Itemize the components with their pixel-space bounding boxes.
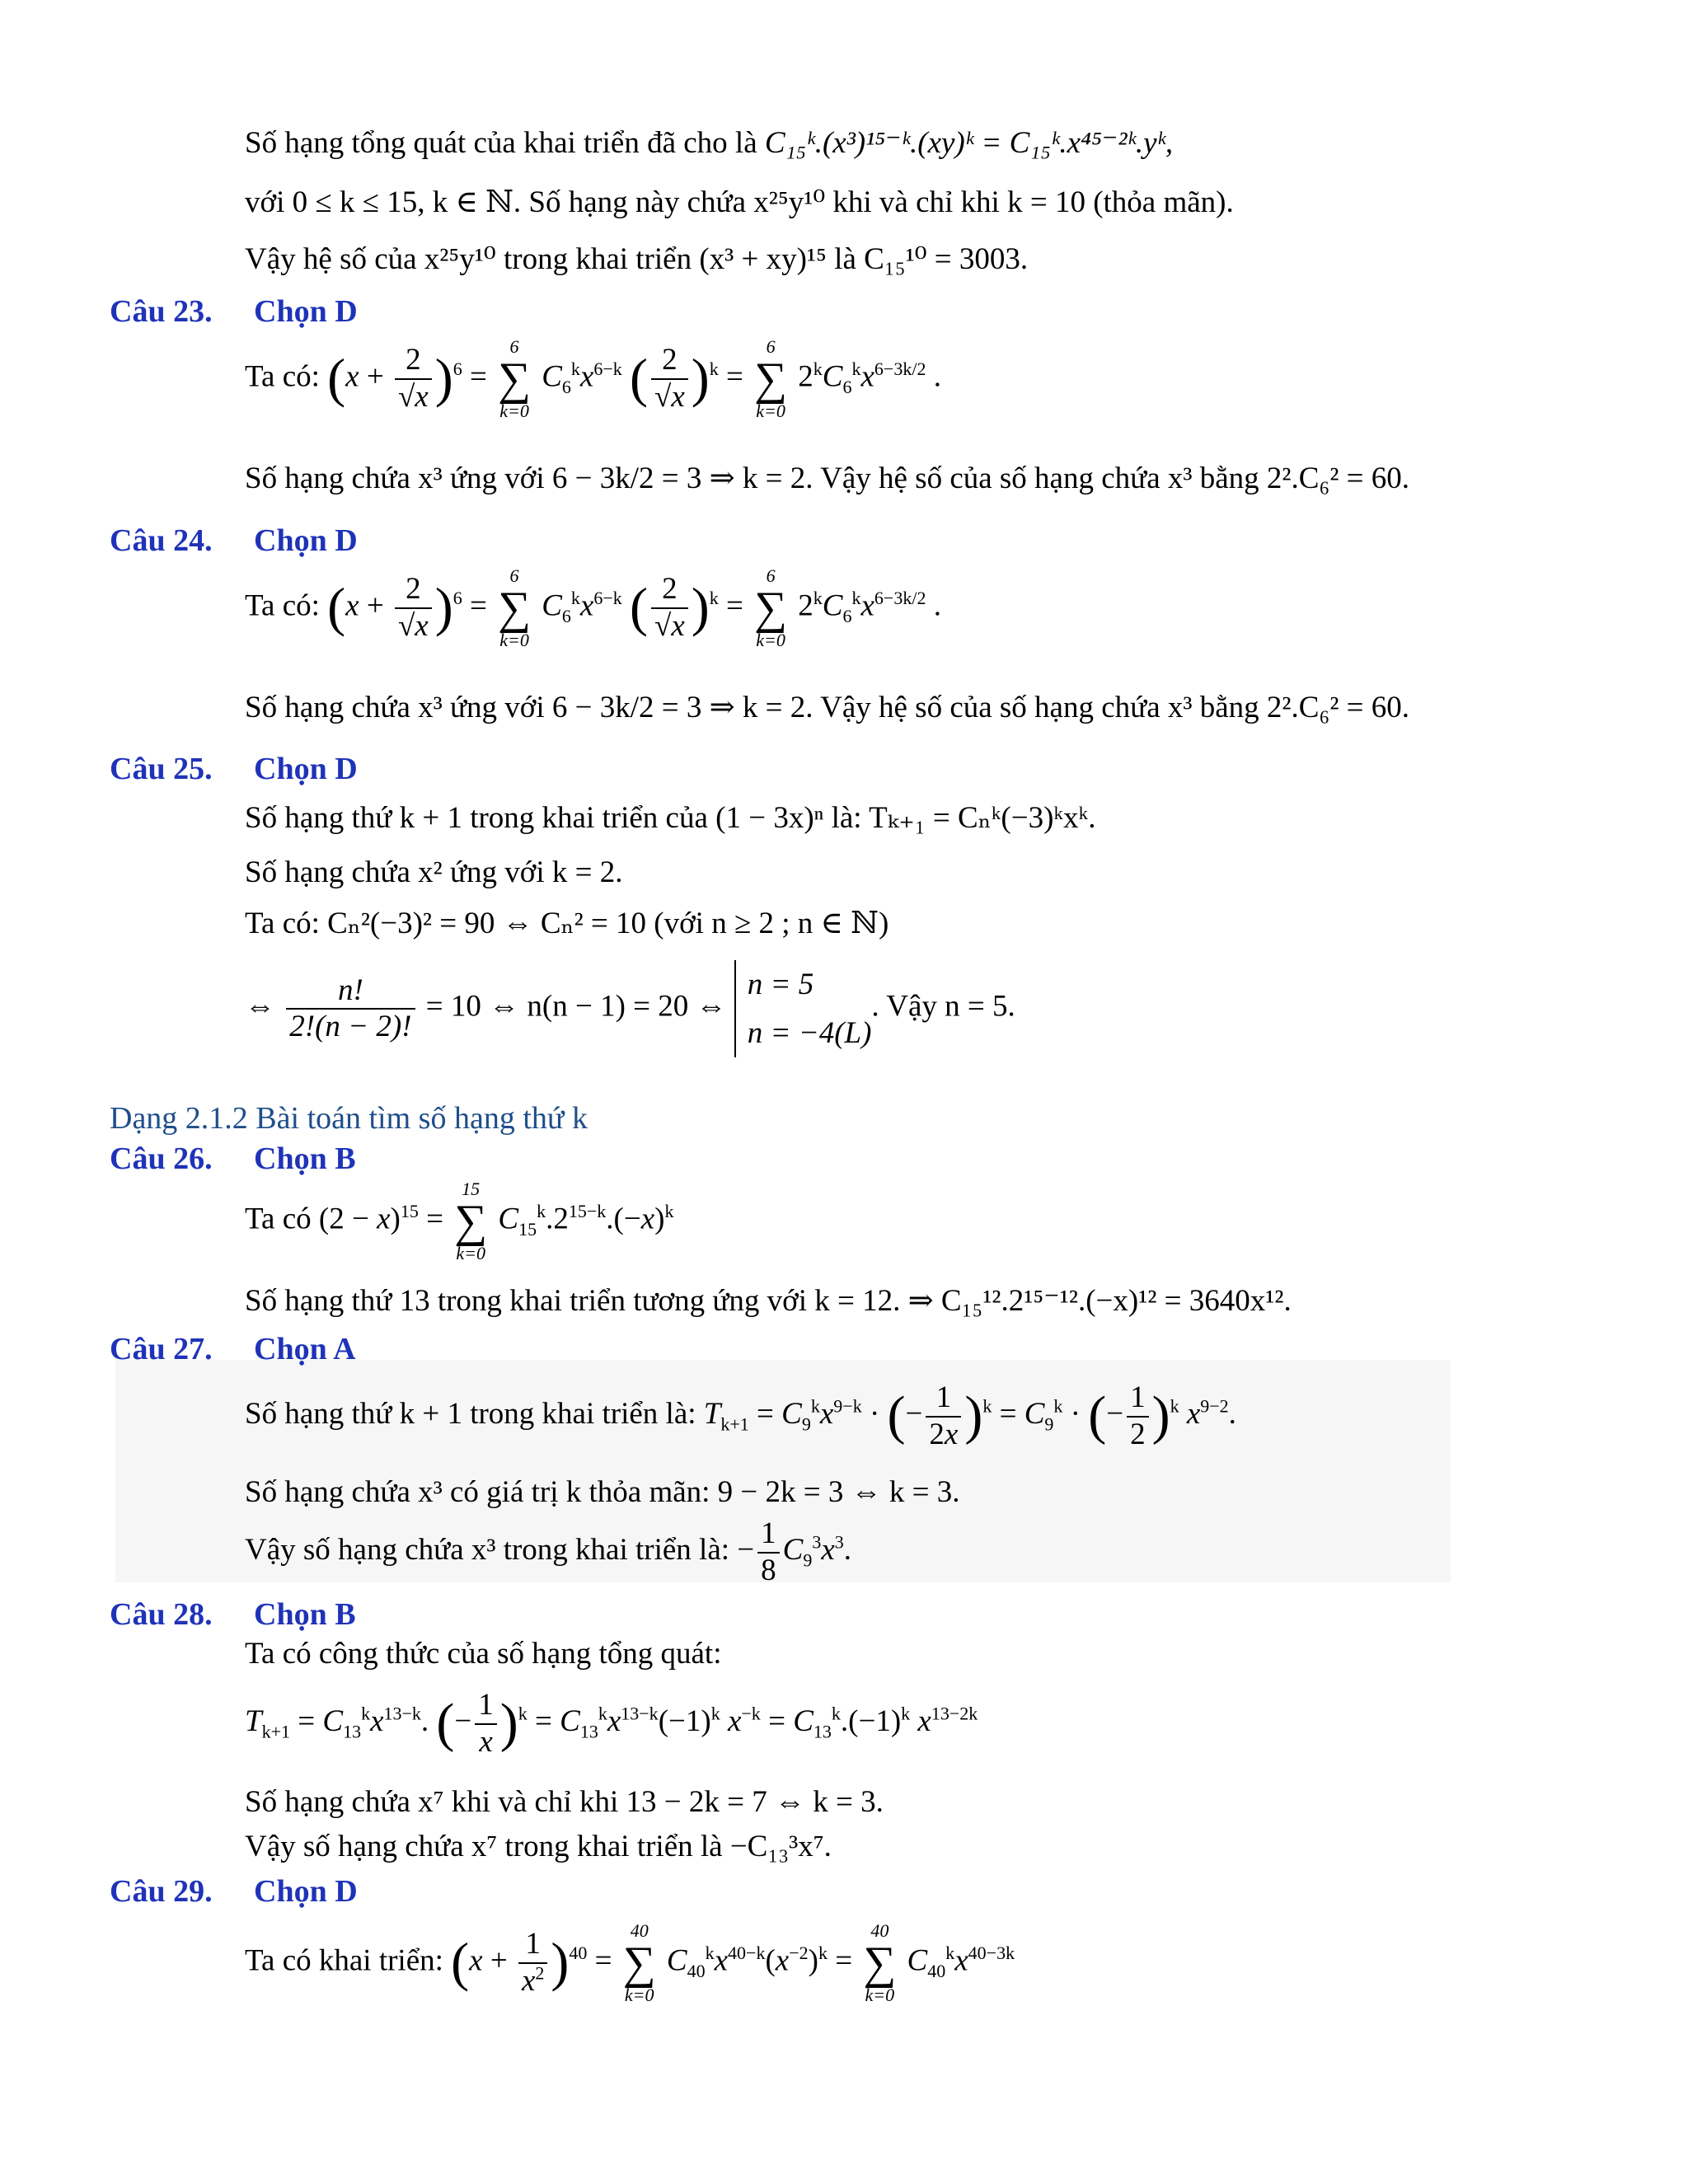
q29-heading [110,1874,358,1909]
q25-line-4: ⇔ $\frac{n!}{2!(n - 2)!}$ = 10 ⇔ n(n − 1) = 20 ⇔ n = 5 n = −4(L). Vậy n = 5. [245,960,1015,1057]
q26-label: Câu 26. [110,1141,213,1176]
q24-label: Câu 24. [110,523,213,558]
intro-line-2: với 0 ≤ k ≤ 15, k ∈ ℕ. Số hạng này chứa x²⁵y¹⁰ khi và chỉ khi k = 10 (thỏa mãn). [245,185,1234,219]
q24-line-2: Số hạng chứa x³ ứng với 6 − 3k/2 = 3 ⇒ k = 2. Vậy hệ số của số hạng chứa x³ bằng 2².C₆² = 60. [245,691,1410,724]
q28-formula: $T_{k+1} = C_{13}^kx^{13-k}$. (− $\frac{1}{x}$ )$^k = C_{13}^kx^{13-k}(-1)^k$ $x^{-k} = C_{13}^k.(-1)^k$ $x^{13-2k}$ [245,1688,978,1759]
q25-line-2: Số hạng chứa x² ứng với k = 2. [245,855,623,889]
q23-line-2: Số hạng chứa x³ ứng với 6 − 3k/2 = 3 ⇒ k = 2. Vậy hệ số của số hạng chứa x³ bằng 2².C₆² = 60. [245,462,1410,495]
q23-heading [110,294,358,329]
intro-line-1: Số hạng tổng quát của khai triển đã cho là C₁₅ᵏ.(x³)¹⁵⁻ᵏ.(xy)ᵏ = C₁₅ᵏ.x⁴⁵⁻²ᵏ.yᵏ, [245,126,1174,160]
q24-heading [110,523,358,558]
q29-label: Câu 29. [110,1874,213,1909]
q28-line-3: Số hạng chứa x⁷ khi và chỉ khi 13 − 2k = 7 ⇔ k = 3. [245,1785,884,1819]
q25-choice: Chọn D [254,752,358,786]
q28-line-4: Vậy số hạng chứa x⁷ trong khai triển là −C₁₃³x⁷. [245,1830,832,1863]
q26-heading [110,1141,356,1176]
q29-choice: Chọn D [254,1874,358,1909]
q24-choice: Chọn D [254,523,358,558]
q26-formula: Ta có $(2 - x)^{15}$ = 15 ∑ k=0 $C_{15}^k.2^{15-k}.(-x)^k$ [245,1179,674,1263]
q28-label: Câu 28. [110,1597,213,1632]
q25-heading [110,752,358,786]
section-heading: Dạng 2.1.2 Bài toán tìm số hạng thứ k [110,1101,588,1136]
q25-line-1: Số hạng thứ k + 1 trong khai triển của (1 − 3x)ⁿ là: Tₖ₊₁ = Cₙᵏ(−3)ᵏxᵏ. [245,801,1096,835]
q27-heading [110,1332,356,1366]
q24-formula: Ta có: (x + $\frac{2}{√x}$ )$^6$ = 6 ∑ k=0 $C_6^kx^{6-k}$ ( $\frac{2}{√x}$ )$^k$ = 6 ∑ k=0 $2^kC_6^kx^{6-3k/2}$ . [245,565,941,650]
q26-choice: Chọn B [254,1141,356,1176]
q25-label: Câu 25. [110,752,213,786]
q27-label: Câu 27. [110,1332,213,1366]
q27-choice: Chọn A [254,1332,356,1366]
q26-line-2: Số hạng thứ 13 trong khai triển tương ứng với k = 12. ⇒ C₁₅¹².2¹⁵⁻¹².(−x)¹² = 3640x¹². [245,1284,1292,1318]
q28-heading [110,1597,356,1632]
q23-label: Câu 23. [110,294,213,329]
intro-line-3: Vậy hệ số của x²⁵y¹⁰ trong khai triển (x³ + xy)¹⁵ là C₁₅¹⁰ = 3003. [245,242,1029,276]
q23-choice: Chọn D [254,294,358,329]
q27-line-3: Vậy số hạng chứa x³ trong khai triển là: − $\frac{1}{8}$ $C_9^3x^3$. [245,1516,852,1587]
q23-formula: Ta có: (x + $\frac{2}{√x}$ )$^6$ = 6 ∑ k=0 $C_6^kx^{6-k}$ ( $\frac{2}{√x}$ )$^k$ = 6 ∑ k=0 $2^kC_6^kx^{6-3k/2}$ . [245,336,941,421]
q27-line-2: Số hạng chứa x³ có giá trị k thỏa mãn: 9 − 2k = 3 ⇔ k = 3. [245,1475,960,1509]
q29-formula: Ta có khai triển: (x + $\frac{1}{x^2}$ )$^{40}$ = 40 ∑ k=0 $C_{40}^kx^{40-k}(x^{-2})^k$ = 40 ∑ k=0 $C_{40}^kx^{40-3k}$ [245,1920,1015,2005]
q27-formula: Số hạng thứ k + 1 trong khai triển là: $T_{k+1} = C_9^kx^{9-k}$ · (− $\frac{1}{2x}$ )$^k = C_9^k$ · (− $\frac{1}{2}$ )$^k$ $x^{9-2}$. [245,1380,1236,1451]
q28-choice: Chọn B [254,1597,356,1632]
q28-line-1: Ta có công thức của số hạng tổng quát: [245,1637,722,1671]
q25-line-3: Ta có: Cₙ²(−3)² = 90 ⇔ Cₙ² = 10 (với n ≥ 2 ; n ∈ ℕ) [245,907,889,940]
